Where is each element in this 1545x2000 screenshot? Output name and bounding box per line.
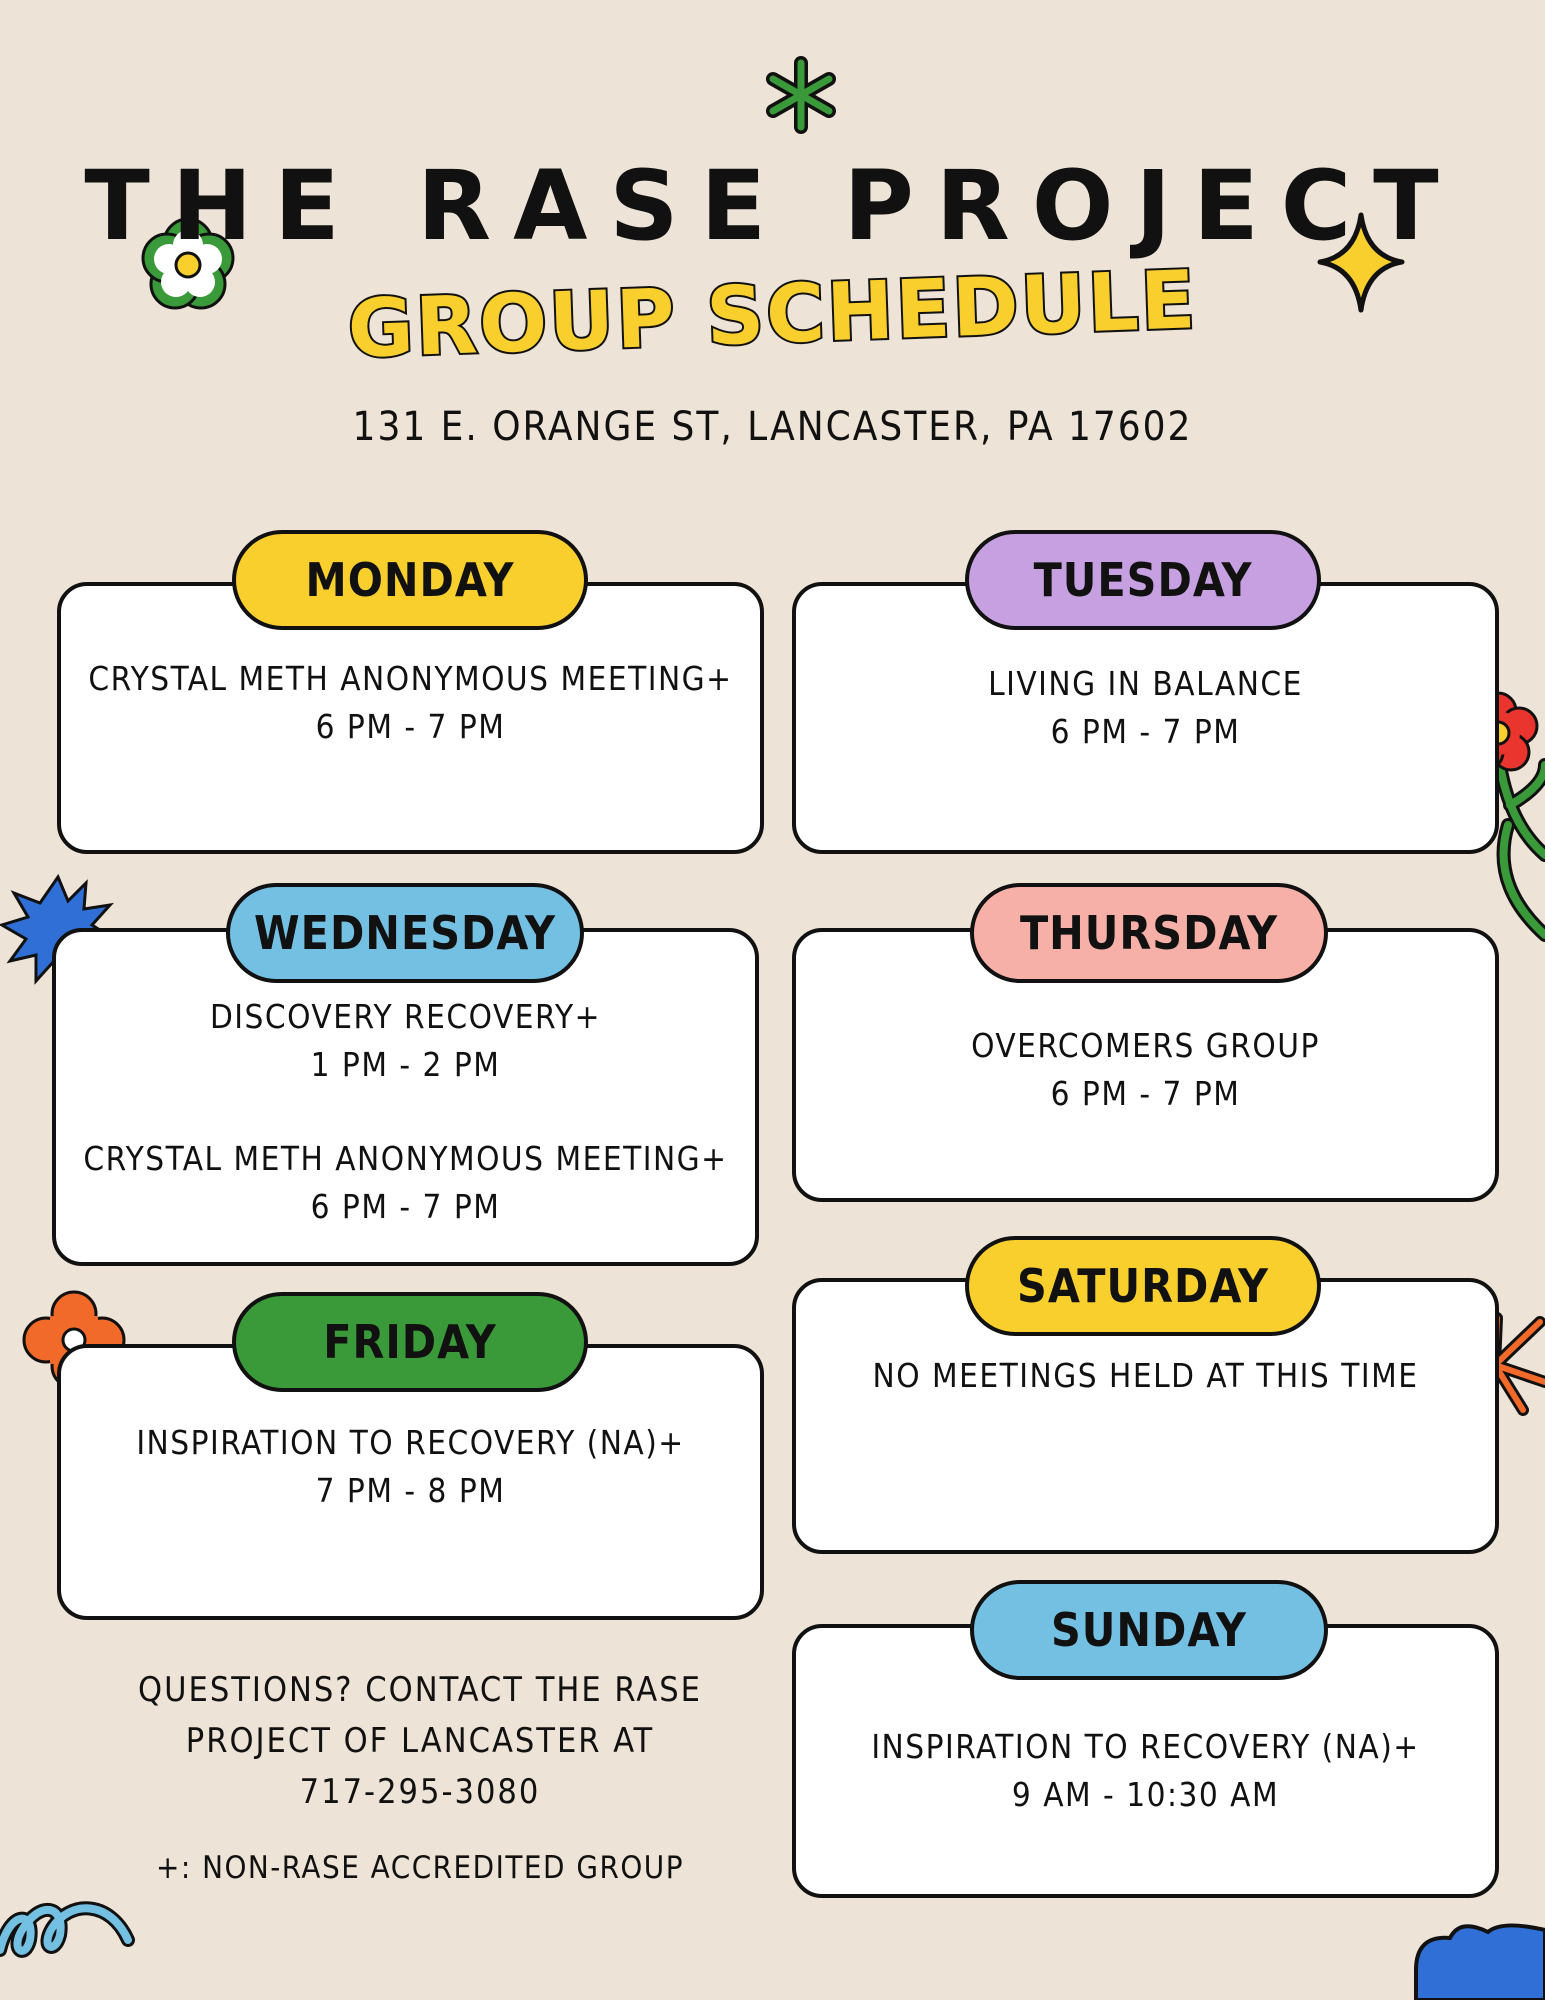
day-label-tuesday: TUESDAY	[965, 530, 1321, 630]
event-time: 6 PM - 7 PM	[315, 707, 506, 746]
day-label-monday: MONDAY	[232, 530, 588, 630]
event-time: 1 PM - 2 PM	[310, 1045, 501, 1084]
event-time: 6 PM - 7 PM	[310, 1187, 501, 1226]
event-time: 6 PM - 7 PM	[1050, 712, 1241, 751]
day-label-sunday: SUNDAY	[970, 1580, 1328, 1680]
contact-phone: 717-295-3080	[299, 1772, 541, 1812]
contact-line: PROJECT OF LANCASTER AT	[185, 1721, 655, 1761]
day-label-thursday: THURSDAY	[970, 883, 1328, 983]
footnote: +: NON-RASE ACCREDITED GROUP	[155, 1850, 685, 1886]
event-name: DISCOVERY RECOVERY+	[209, 997, 602, 1036]
page-title: THE RASE PROJECT	[84, 150, 1461, 262]
swirl-icon	[0, 1890, 135, 1970]
event-name: NO MEETINGS HELD AT THIS TIME	[872, 1356, 1419, 1395]
event-time: 6 PM - 7 PM	[1050, 1074, 1241, 1113]
cloud-icon	[1410, 1920, 1545, 2000]
address: 131 E. ORANGE ST, LANCASTER, PA 17602	[352, 404, 1193, 450]
event-name: CRYSTAL METH ANONYMOUS MEETING+	[88, 659, 733, 698]
asterisk-icon	[760, 55, 842, 135]
event-name: INSPIRATION TO RECOVERY (NA)+	[136, 1423, 685, 1462]
event-name: LIVING IN BALANCE	[988, 664, 1303, 703]
day-label-saturday: SATURDAY	[965, 1236, 1321, 1336]
day-label-friday: FRIDAY	[232, 1292, 588, 1392]
contact-info	[80, 1665, 760, 1818]
contact-line: QUESTIONS? CONTACT THE RASE	[138, 1670, 702, 1710]
page-subtitle: GROUP SCHEDULE	[346, 253, 1199, 376]
event-name: OVERCOMERS GROUP	[971, 1026, 1320, 1065]
event-time: 7 PM - 8 PM	[315, 1471, 506, 1510]
day-label-wednesday: WEDNESDAY	[226, 883, 584, 983]
event-time: 9 AM - 10:30 AM	[1011, 1775, 1280, 1814]
event-name: INSPIRATION TO RECOVERY (NA)+	[871, 1727, 1420, 1766]
event-name: CRYSTAL METH ANONYMOUS MEETING+	[83, 1139, 728, 1178]
